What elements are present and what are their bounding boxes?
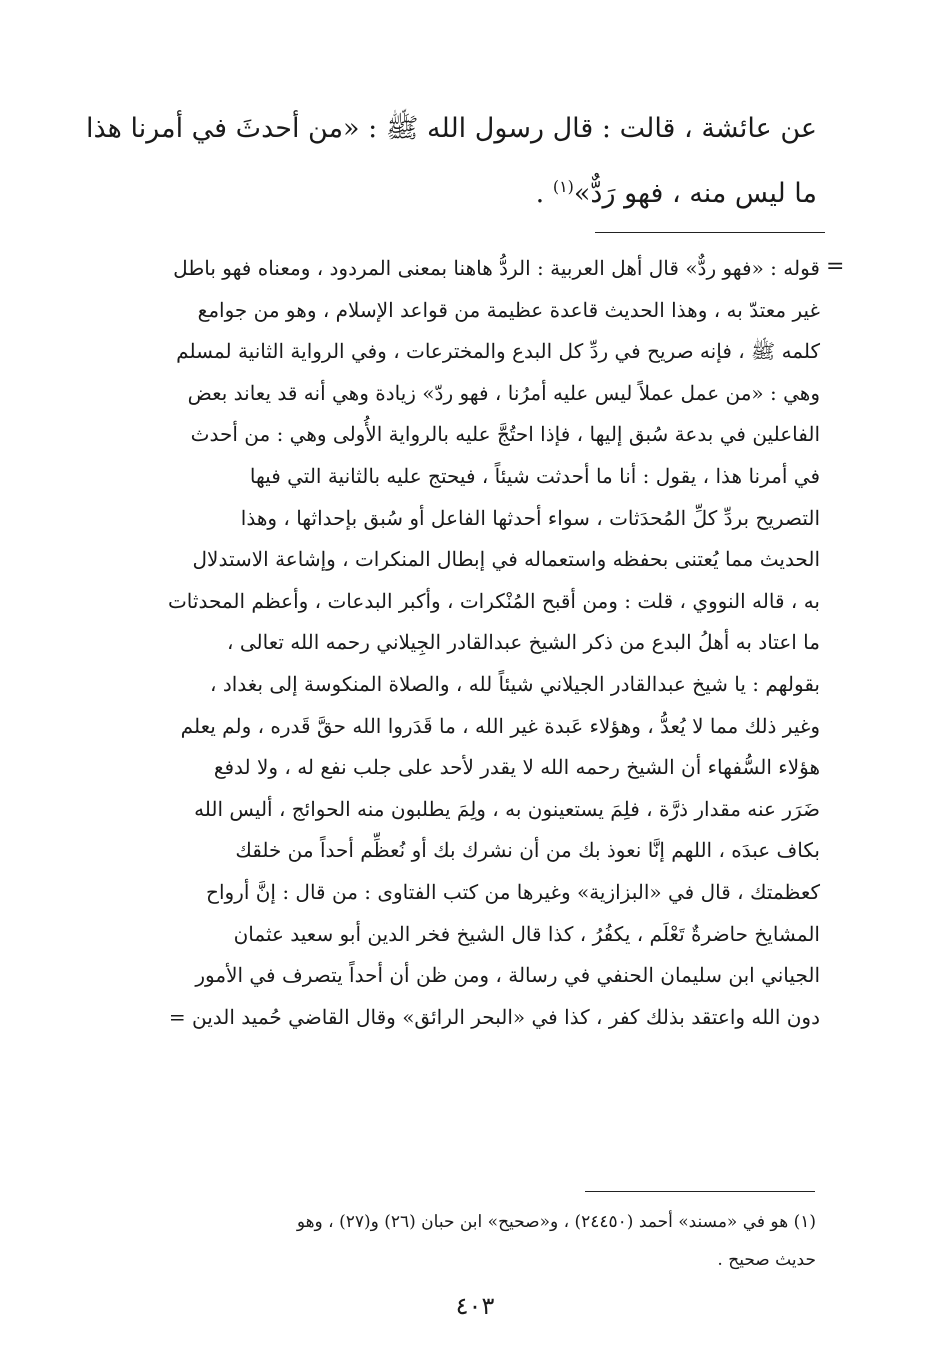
commentary-line: كعظمتك ، قال في «البزازية» وغيرها من كتب الفتاوى : من قال : إنَّ أرواح (206, 879, 820, 904)
commentary-line: الحديث مما يُعتنى بحفظه واستعماله في إبطال المنكرات ، وإشاعة الاستدلال (192, 547, 820, 572)
footnote-line-1: (١) هو في «مسند» أحمد (٢٤٤٥٠) ، و«صحيح» ابن حبان (٢٦) و(٢٧) ، وهو (296, 1212, 816, 1232)
commentary-line: في أمرنا هذا ، يقول : أنا ما أحدثت شيئاً ، فيحتج عليه بالثانية التي فيها (249, 463, 820, 488)
commentary-line: الفاعلين في بدعة سُبق إليها ، فإذا احتُجَّ عليه بالرواية الأُولى وهي : من أحدث (190, 422, 820, 447)
continuation-mark: = (826, 254, 845, 279)
footnote-reference[interactable]: (١) (552, 177, 574, 196)
footnote (100, 1203, 816, 1279)
hadith-line-2-text: ما ليس منه ، فهو رَدٌّ» (573, 178, 817, 209)
page-number: ٤٠٣ (455, 1292, 495, 1320)
hadith-line-2-end: . (535, 178, 553, 209)
commentary-line: ضَرَر عنه مقدار ذرَّة ، فلِمَ يستعينون به ، ولِمَ يطلبون منه الحوائج ، أليس الله (194, 796, 820, 821)
commentary-text (100, 248, 820, 1038)
commentary-line: المشايخ حاضرةٌ تَعْلَم ، يكفُرُ ، كذا قال الشيخ فخر الدين أبو سعيد عثمان (233, 921, 820, 946)
commentary-line: وغير ذلك مما لا يُعدُّ ، وهؤلاء عَبدة غير الله ، ما قَدَروا الله حقَّ قَدره ، ولم يعلم (180, 713, 820, 738)
commentary-line: قوله : «فهو ردٌّ» قال أهل العربية : الردُّ هاهنا بمعنى المردود ، ومعناه فهو باطل (173, 256, 820, 280)
commentary-line: وهي : «من عمل عملاً ليس عليه أمرُنا ، فهو ردّ» زيادة وهي أنه قد يعاند بعض (187, 380, 820, 405)
commentary-line: غير معتدّ به ، وهذا الحديث قاعدة عظيمة من قواعد الإسلام ، وهو من جوامع (197, 297, 820, 322)
hadith-line-2 (95, 158, 817, 223)
commentary-line: به ، قاله النووي ، قلت : ومن أقبح المُنْكرات ، وأكبر البدعات ، وأعظم المحدثات (167, 588, 820, 613)
commentary-line: هؤلاء السُّفهاء أن الشيخ رحمه الله لا يقدر لأحد على جلب نفع له ، ولا لدفع (213, 755, 820, 780)
commentary-line: بقولهم : يا شيخ عبدالقادر الجيلاني شيئاً لله ، والصلاة المنكوسة إلى بغداد ، (210, 671, 820, 696)
commentary-line: التصريح بردِّ كلِّ المُحدَثات ، سواء أحدثها الفاعل أو سُبق بإحداثها ، وهذا (240, 505, 820, 530)
hadith-line-1: عن عائشة ، قالت : قال رسول الله ﷺ : «من أحدثَ في أمرنا هذا (86, 113, 817, 144)
commentary-line: كلمه ﷺ ، فإنه صريح في ردِّ كل البدع والمخترعات ، وفي الرواية الثانية لمسلم (176, 339, 820, 364)
commentary-line: الجياني ابن سليمان الحنفي في رسالة ، ومن ظن أن أحداً يتصرف في الأمور (195, 963, 820, 988)
commentary-line: بكاف عبدَه ، اللهم إنَّا نعوذ بك من أن نشرك بك أو نُعظِّم أحداً من خلقك (235, 838, 820, 863)
hadith-text (86, 100, 817, 223)
commentary-line: دون الله واعتقد بذلك كفر ، كذا في «البحر الرائق» وقال القاضي حُميد الدين = (168, 1004, 820, 1029)
footnote-line-2: حديث صحيح . (717, 1250, 816, 1270)
commentary-line: ما اعتاد به أهلُ البدع من ذكر الشيخ عبدالقادر الجِيلاني رحمه الله تعالى ، (227, 630, 820, 655)
footnote-separator-bottom (585, 1191, 815, 1192)
footnote-separator-top (595, 232, 825, 233)
